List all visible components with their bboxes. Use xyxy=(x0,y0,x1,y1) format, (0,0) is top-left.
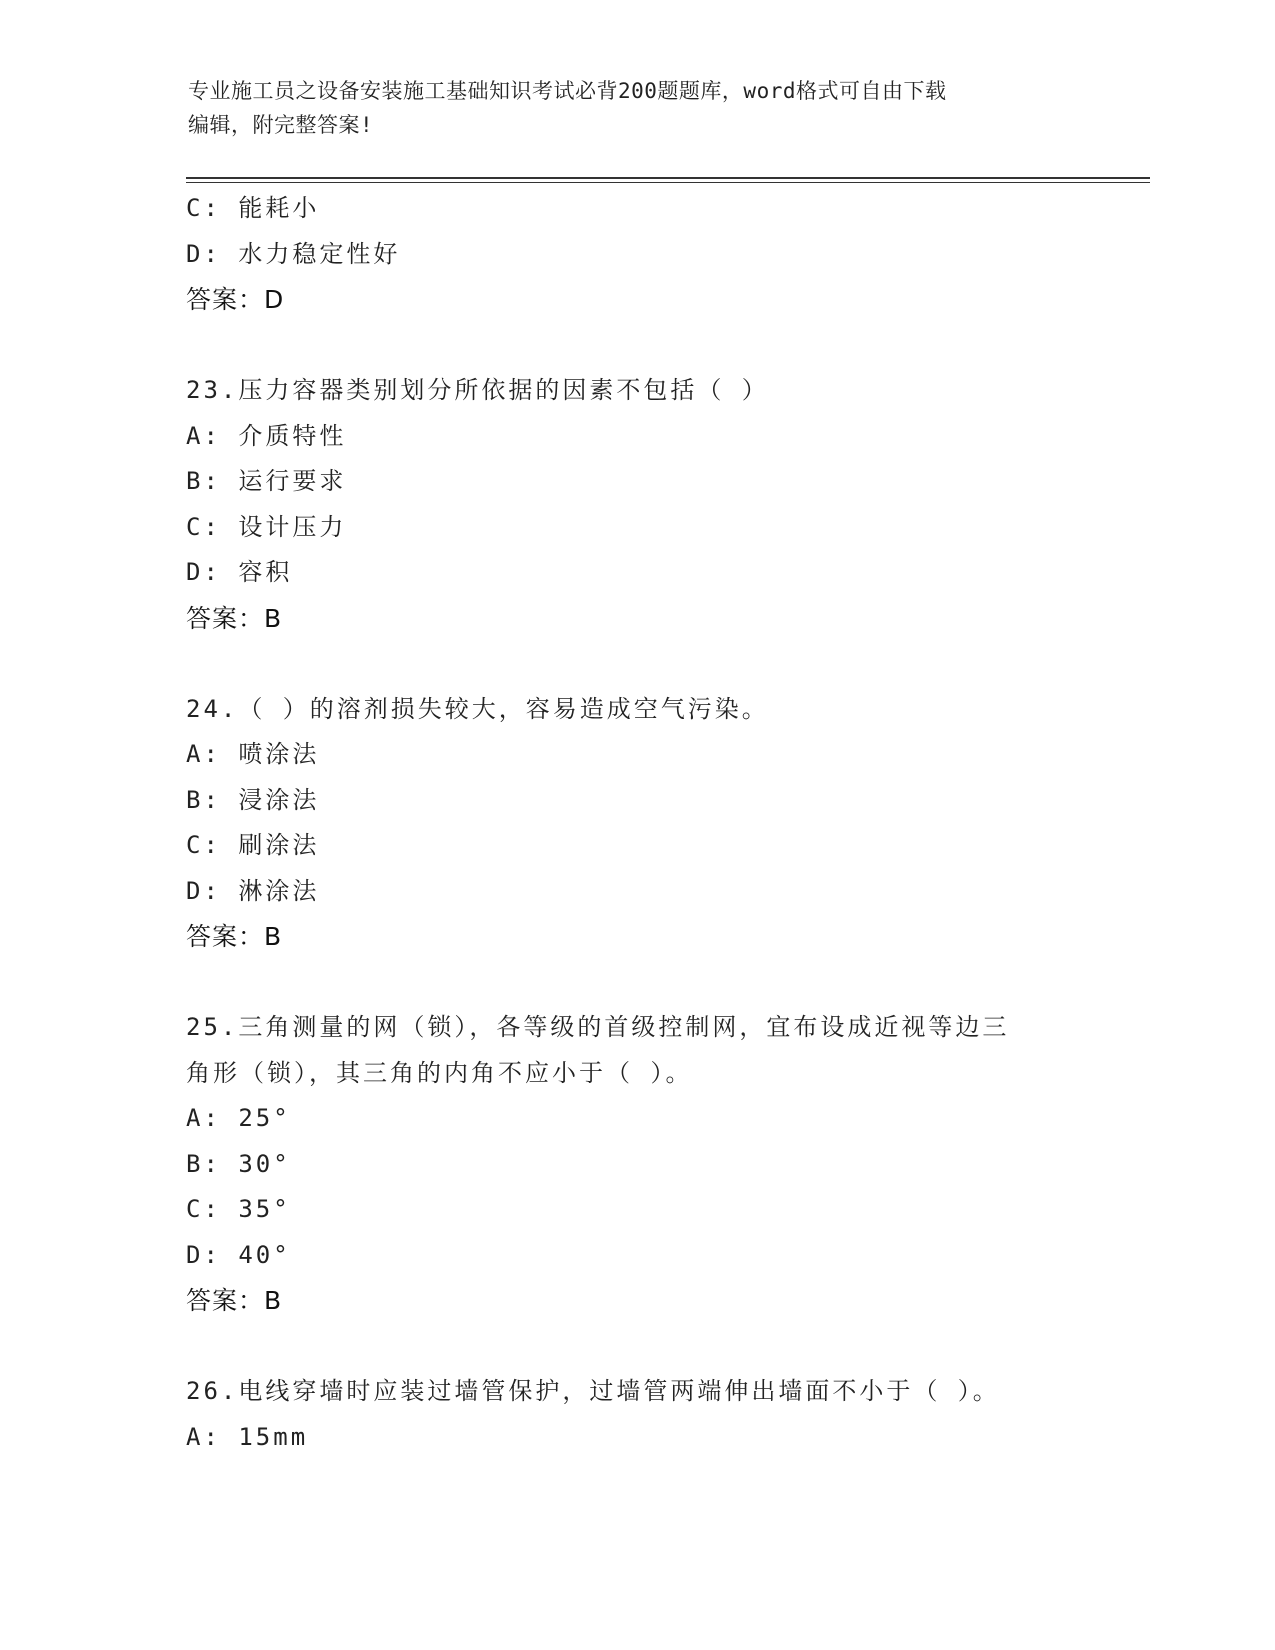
option-b: B: 浸涂法 xyxy=(186,785,320,814)
option-d: D: 40° xyxy=(186,1240,291,1269)
spacer xyxy=(186,323,1086,369)
option-a: A: 15mm xyxy=(186,1422,309,1451)
header-divider-thick xyxy=(186,177,1150,179)
question-stem-line-1: 25.三角测量的网（锁），各等级的首级控制网，宜布设成近视等边三 xyxy=(186,1013,1010,1041)
document-header xyxy=(188,74,1068,142)
spacer xyxy=(186,641,1086,687)
option-d: D: 淋涂法 xyxy=(186,876,320,905)
option-d: D: 容积 xyxy=(186,558,293,586)
header-line-2: 编辑，附完整答案! xyxy=(188,113,374,137)
answer-label: 答案：B xyxy=(186,603,283,633)
option-a: A: 介质特性 xyxy=(186,421,347,450)
question-list xyxy=(186,186,1086,1460)
option-d: D: 水力稳定性好 xyxy=(186,239,401,268)
option-c: C: 设计压力 xyxy=(186,512,347,541)
answer-label: 答案：D xyxy=(186,285,285,314)
answer-label: 答案：B xyxy=(186,1286,283,1315)
question-stem: 23.压力容器类别划分所依据的因素不包括（ ） xyxy=(186,376,769,404)
option-b: B: 运行要求 xyxy=(186,467,347,495)
option-c: C: 能耗小 xyxy=(186,194,320,222)
question-stem: 26.电线穿墙时应装过墙管保护，过墙管两端伸出墙面不小于（ ）。 xyxy=(186,1377,1000,1405)
question-stem-line-2: 角形（锁），其三角的内角不应小于（ ）。 xyxy=(186,1058,693,1087)
spacer xyxy=(186,1324,1086,1370)
spacer xyxy=(186,960,1086,1006)
question-stem: 24.（ ）的溶剂损失较大，容易造成空气污染。 xyxy=(186,694,769,723)
option-b: B: 30° xyxy=(186,1149,291,1178)
header-line-1: 专业施工员之设备安装施工基础知识考试必背200题题库，word格式可自由下载 xyxy=(188,79,947,103)
answer-label: 答案：B xyxy=(186,922,283,951)
option-a: A: 25° xyxy=(186,1104,291,1132)
option-a: A: 喷涂法 xyxy=(186,740,320,768)
header-divider-thin xyxy=(186,182,1150,183)
option-c: C: 刷涂法 xyxy=(186,831,320,859)
option-c: C: 35° xyxy=(186,1195,291,1223)
